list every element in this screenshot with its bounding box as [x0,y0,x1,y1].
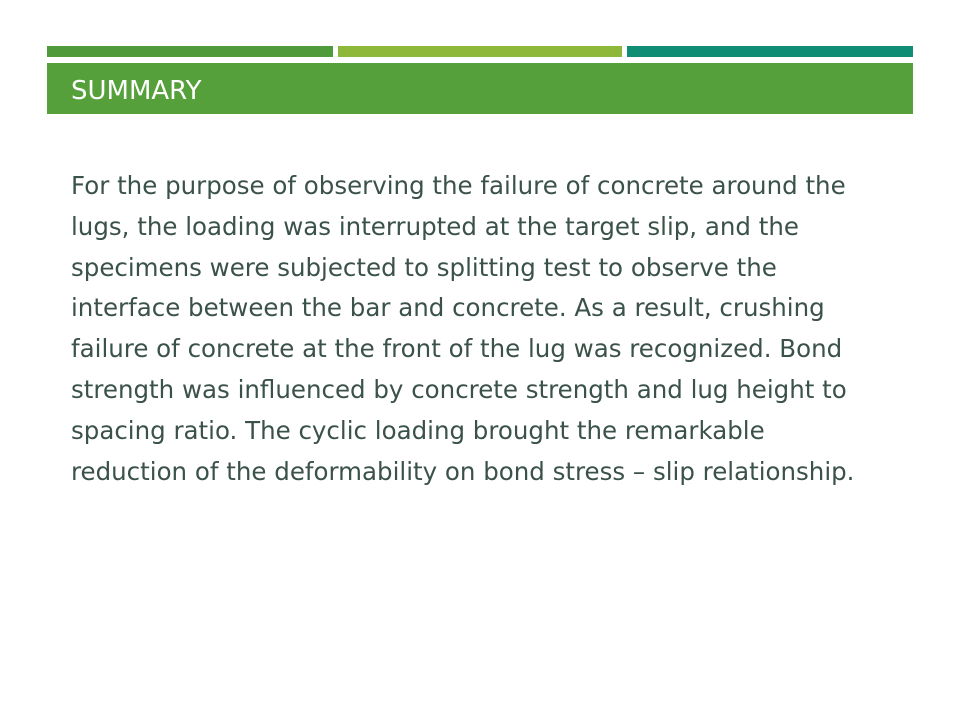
accent-bar-dark-green [47,46,333,57]
slide-body-text: For the purpose of observing the failure of concrete around the lugs, the loading was interrupted at the target slip, and the specimens were subjected to splitting test to observe the interface between the bar and concrete. As a result, crushing failure of concrete at the front of the lug was recognized. Bond strength was influenced by concrete strength and lug height to spacing ratio. The cyclic loading brought the remarkable reduction of the deformability on bond stress – slip relationship. [71,171,855,486]
accent-bar-lime-green [338,46,622,57]
accent-bar-teal [627,46,913,57]
title-band [47,63,913,114]
slide-title: SUMMARY [71,76,202,106]
accent-bars [47,46,913,57]
